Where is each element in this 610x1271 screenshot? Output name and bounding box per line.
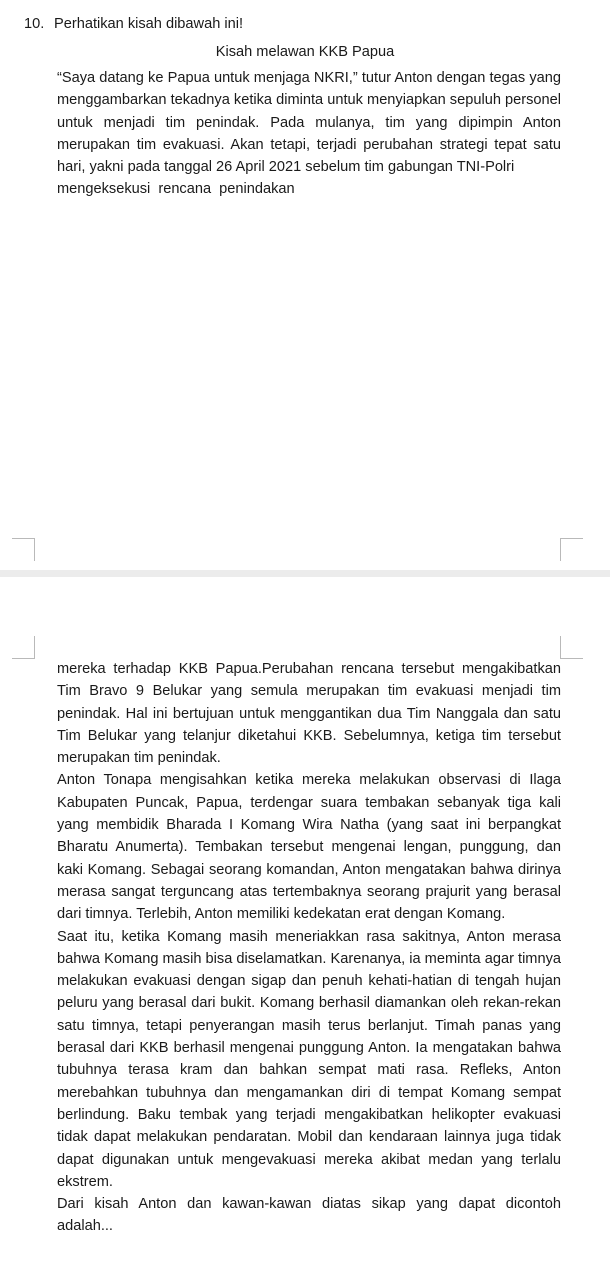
- page-corner-mark: [12, 636, 35, 659]
- question-number: 10.: [24, 16, 45, 32]
- story-paragraph-2: mereka terhadap KKB Papua.Perubahan rencana tersebut mengakibatkan Tim Bravo 9 Belukar yang semula merupakan tim evakuasi menjadi tim penindak. Hal ini bertujuan untuk menggantikan dua Tim Nanggala dan satu Tim Belukar yang telanjur diketahui KKB. Sebelumnya, ketiga tim tersebut merupakan tim penindak.: [57, 661, 561, 767]
- story-paragraph-4: Saat itu, ketika Komang masih meneriakkan rasa sakitnya, Anton merasa bahwa Komang masih bisa diselamatkan. Karenanya, ia meminta agar timnya melakukan evakuasi dengan sigap dan penuh kehati-hatian di tengah hujan peluru yang berasal dari bukit. Komang berhasil diamankan oleh rekan-rekan satu timnya, tetapi penyerangan masih terus berlanjut. Timah panas yang berasal dari KKB berhasil mengenai punggung Anton. Ia mengatakan bahwa tubuhnya terasa kram dan bahkan sempat mati rasa. Refleks, Anton merebahkan tubuhnya dan mengamankan diri di tempat Komang sempat berlindung. Baku tembak yang terjadi mengakibatkan helikopter evakuasi tidak dapat melakukan pendaratan. Mobil dan kendaraan lainnya juga tidak dapat digunakan untuk mengevakuasi mereka akibat medan yang terlalu ekstrem.: [57, 928, 561, 1190]
- question-prompt: Perhatikan kisah dibawah ini!: [54, 16, 244, 32]
- closing-question: Dari kisah Anton dan kawan-kawan diatas sikap yang dapat dicontoh adalah...: [57, 1196, 561, 1235]
- paragraph-1-text: “Saya datang ke Papua untuk menjaga NKRI,” tutur Anton dengan tegas yang menggambarkan tekadnya ketika diminta untuk menyiapkan sepuluh personel untuk menjadi tim penindak. Pada mulanya, tim yang dipimpin Anton merupakan tim evakuasi. Akan tetapi, terjadi perubahan strategi tepat satu hari, yakni pada tanggal 26 April 2021 sebelum tim gabungan TNI-Polri: [57, 70, 561, 176]
- question-header: [24, 14, 243, 34]
- page-top: [0, 0, 610, 545]
- story-title: Kisah melawan KKB Papua: [215, 44, 395, 60]
- story-paragraph-3: Anton Tonapa mengisahkan ketika mereka melakukan observasi di Ilaga Kabupaten Puncak, Papua, terdengar suara tembakan sebanyak tiga kali yang membidik Bharada I Komang Wira Natha (yang saat ini berpangkat Bharatu Anumerta). Tembakan tersebut mengenai lengan, punggung, dan kaki Komang. Sebagai seorang komandan, Anton mengatakan bahwa dirinya merasa sangat terguncang atas tertembaknya seorang prajurit yang berasal dari timnya. Terlebih, Anton memiliki kedekatan erat dengan Komang.: [57, 772, 561, 923]
- page-corner-mark: [560, 636, 583, 659]
- page-corner-mark: [12, 538, 35, 561]
- paragraph-1-end: mengeksekusi rencana penindakan: [57, 181, 295, 198]
- page-break-divider: [0, 570, 610, 577]
- page-corner-mark: [560, 538, 583, 561]
- story-paragraph-1: [57, 67, 561, 201]
- page-bottom: [57, 658, 561, 1238]
